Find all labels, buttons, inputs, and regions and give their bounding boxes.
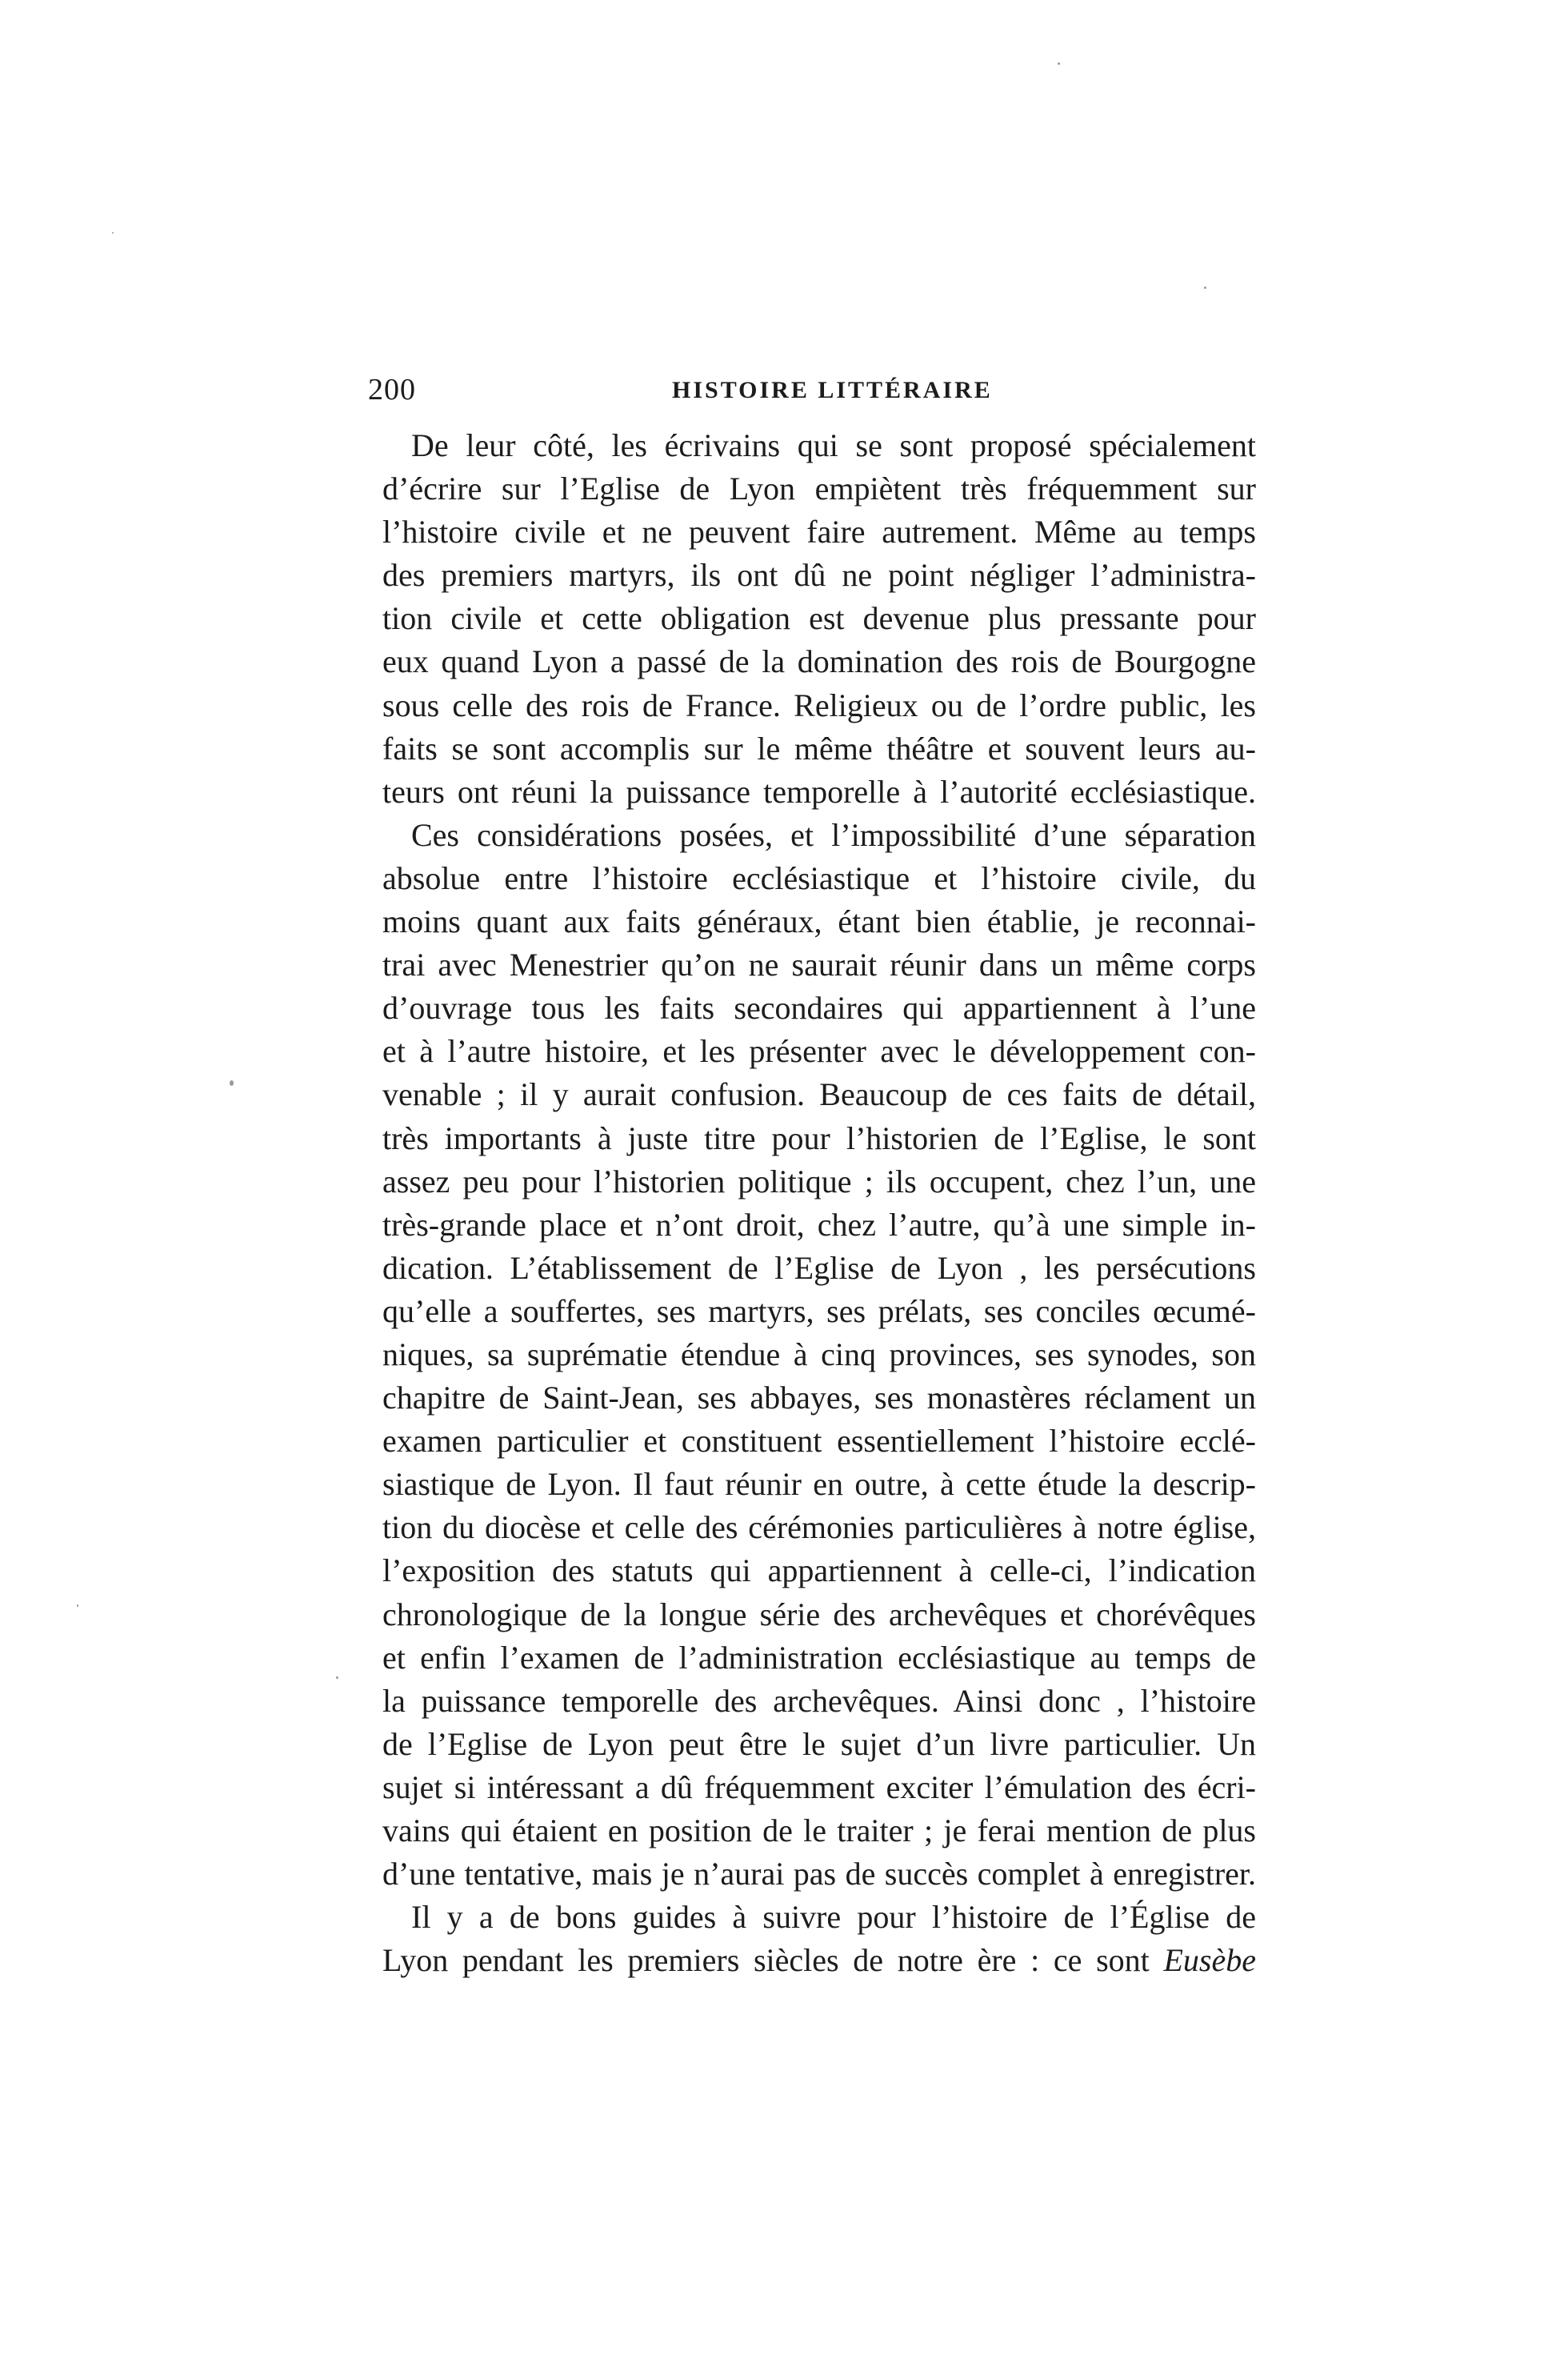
text-line: sous celle des rois de France. Religieux ou de l’ordre public, les [382,687,1256,723]
text-line-final-main: Lyon pendant les premiers siècles de notre ère : ce sont [382,1942,1150,1979]
text-line-final [382,1939,1256,1982]
paper-speck [112,232,114,234]
text-line: qu’elle a souffertes, ses martyrs, ses prélats, ses conciles œcumé- [382,1292,1256,1329]
text-line: Il y a de bons guides à suivre pour l’histoire de l’Église de [411,1899,1256,1936]
text-line: très importants à juste titre pour l’historien de l’Eglise, le sont [382,1119,1256,1156]
text-line: teurs ont réuni la puissance temporelle à l’autorité ecclésiastique. [382,773,1256,810]
body-text [382,424,1256,1982]
text-line: examen particulier et constituent essentiellement l’histoire ecclé- [382,1423,1256,1460]
text-line: tion du diocèse et celle des cérémonies particulières à notre église, [382,1509,1256,1546]
text-line: l’histoire civile et ne peuvent faire autrement. Même au temps [382,514,1256,551]
text-line: chronologique de la longue série des archevêques et chorévêques [382,1596,1256,1632]
text-line: absolue entre l’histoire ecclésiastique et l’histoire civile, du [382,859,1256,896]
page-header [368,372,1256,420]
text-line: trai avec Menestrier qu’on ne saurait réunir dans un même corps [382,947,1256,983]
text-line: faits se sont accomplis sur le même théâtre et souvent leurs au- [382,730,1256,767]
text-line: siastique de Lyon. Il faut réunir en outre, à cette étude la descrip- [382,1466,1256,1503]
paper-speck [1058,62,1060,65]
running-title: HISTOIRE LITTÉRAIRE [672,377,993,403]
text-line: et enfin l’examen de l’administration ecclésiastique au temps de [382,1639,1256,1676]
text-line: très-grande place et n’ont droit, chez l’autre, qu’à une simple in- [382,1206,1256,1243]
text-line: la puissance temporelle des archevêques. Ainsi donc , l’histoire [382,1682,1256,1719]
paper-speck [230,1080,234,1086]
text-line: sujet si intéressant a dû fréquemment exciter l’émulation des écri- [382,1768,1256,1805]
text-line: des premiers martyrs, ils ont dû ne point négliger l’administra- [382,557,1256,594]
text-line: vains qui étaient en position de le traiter ; je ferai mention de plus [382,1812,1256,1848]
text-line: niques, sa suprématie étendue à cinq provinces, ses synodes, son [382,1336,1256,1372]
paper-speck [1204,286,1206,289]
text-line: De leur côté, les écrivains qui se sont proposé spécialement [411,427,1256,463]
text-line: assez peu pour l’historien politique ; ils occupent, chez l’un, une [382,1163,1256,1200]
text-line: de l’Eglise de Lyon peut être le sujet d’un livre particulier. Un [382,1725,1256,1762]
text-line: dication. L’établissement de l’Eglise de Lyon , les persécutions [382,1249,1256,1286]
text-line: chapitre de Saint-Jean, ses abbayes, ses monastères réclament un [382,1380,1256,1416]
text-line: d’une tentative, mais je n’aurai pas de succès complet à enregistrer. [382,1856,1256,1892]
italic-name: Eusèbe [1163,1942,1256,1979]
text-line: d’écrire sur l’Eglise de Lyon empiètent très fréquemment sur [382,471,1256,507]
text-line: moins quant aux faits généraux, étant bien établie, je reconnai- [382,903,1256,940]
text-line: d’ouvrage tous les faits secondaires qui appartiennent à l’une [382,990,1256,1027]
text-line: l’exposition des statuts qui appartiennent à celle-ci, l’indication [382,1552,1256,1589]
paper-speck [336,1676,338,1679]
page-number: 200 [368,373,416,407]
text-line: venable ; il y aurait confusion. Beaucoup de ces faits de détail, [382,1076,1256,1113]
paper-speck [77,1604,78,1607]
text-line: et à l’autre histoire, et les présenter avec le développement con- [382,1033,1256,1070]
text-line: tion civile et cette obligation est devenue plus pressante pour [382,600,1256,637]
text-line: eux quand Lyon a passé de la domination des rois de Bourgogne [382,643,1256,680]
text-line: Ces considérations posées, et l’impossibilité d’une séparation [411,816,1256,853]
